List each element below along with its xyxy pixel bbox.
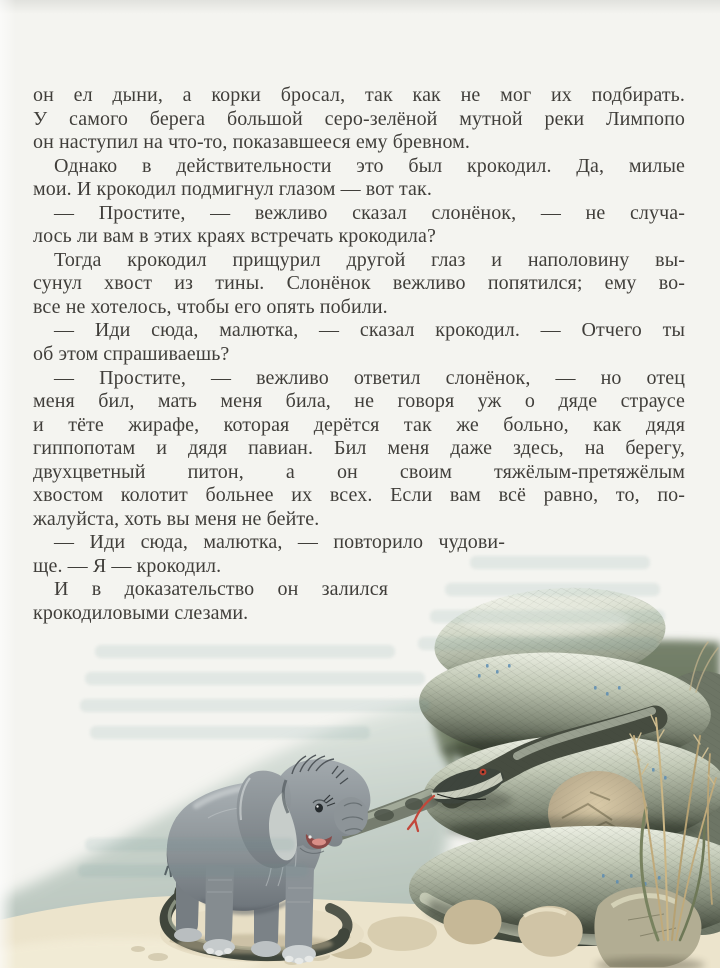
story-line: — Иди сюда, малютка, — сказал крокодил. — Отчего ты	[54, 319, 685, 342]
story-line: двухцветный питон, а он своим тяжёлым-претяжёлым	[33, 460, 685, 483]
story-line: — Иди сюда, малютка, — повторило чудови-	[54, 531, 505, 554]
illustration-python-and-elephant	[0, 568, 720, 968]
story-text	[33, 84, 685, 626]
story-line: — Простите, — вежливо ответил слонёнок, — но отец	[54, 366, 685, 389]
story-line: он наступил на что-то, показавшееся ему бревном.	[33, 131, 471, 154]
story-line: — Простите, — вежливо сказал слонёнок, — не случа-	[54, 201, 685, 224]
story-line: сунул хвост из тины. Слонёнок вежливо попятился; ему во-	[33, 272, 685, 295]
story-line: мои. И крокодил подмигнул глазом — вот так.	[33, 178, 432, 201]
story-line: У самого берега большой серо-зелёной мутной реки Лимпопо	[33, 107, 685, 130]
story-line: об этом спрашиваешь?	[33, 343, 230, 366]
story-line: лось ли вам в этих краях встречать крокодила?	[33, 225, 436, 248]
story-line: крокодиловыми слезами.	[33, 602, 249, 625]
elephant-eye	[315, 804, 323, 813]
story-line: все не хотелось, чтобы его опять побили.	[33, 295, 388, 318]
story-line: и тёте жирафе, которая дерётся так же больно, как дядя	[33, 413, 685, 436]
story-line: ще. — Я — крокодил.	[33, 554, 222, 577]
story-line: он ел дыни, а корки бросал, так как не мог их подбирать.	[33, 84, 685, 106]
story-line: Тогда крокодил прищурил другой глаз и наполовину вы-	[54, 248, 685, 271]
story-line: Однако в действительности это был крокодил. Да, милые	[54, 154, 685, 177]
story-line: И в доказательство он залился	[54, 578, 388, 601]
story-line: жалуйста, хоть вы меня не бейте.	[33, 507, 320, 530]
story-line: гиппопотам и дядя павиан. Бил меня даже здесь, на берегу,	[33, 437, 685, 460]
story-line: меня бил, мать меня била, не говоря уж о дяде страусе	[33, 390, 685, 413]
story-line: хвостом колотит больнее их всех. Если вам всё равно, то, по-	[33, 484, 685, 507]
